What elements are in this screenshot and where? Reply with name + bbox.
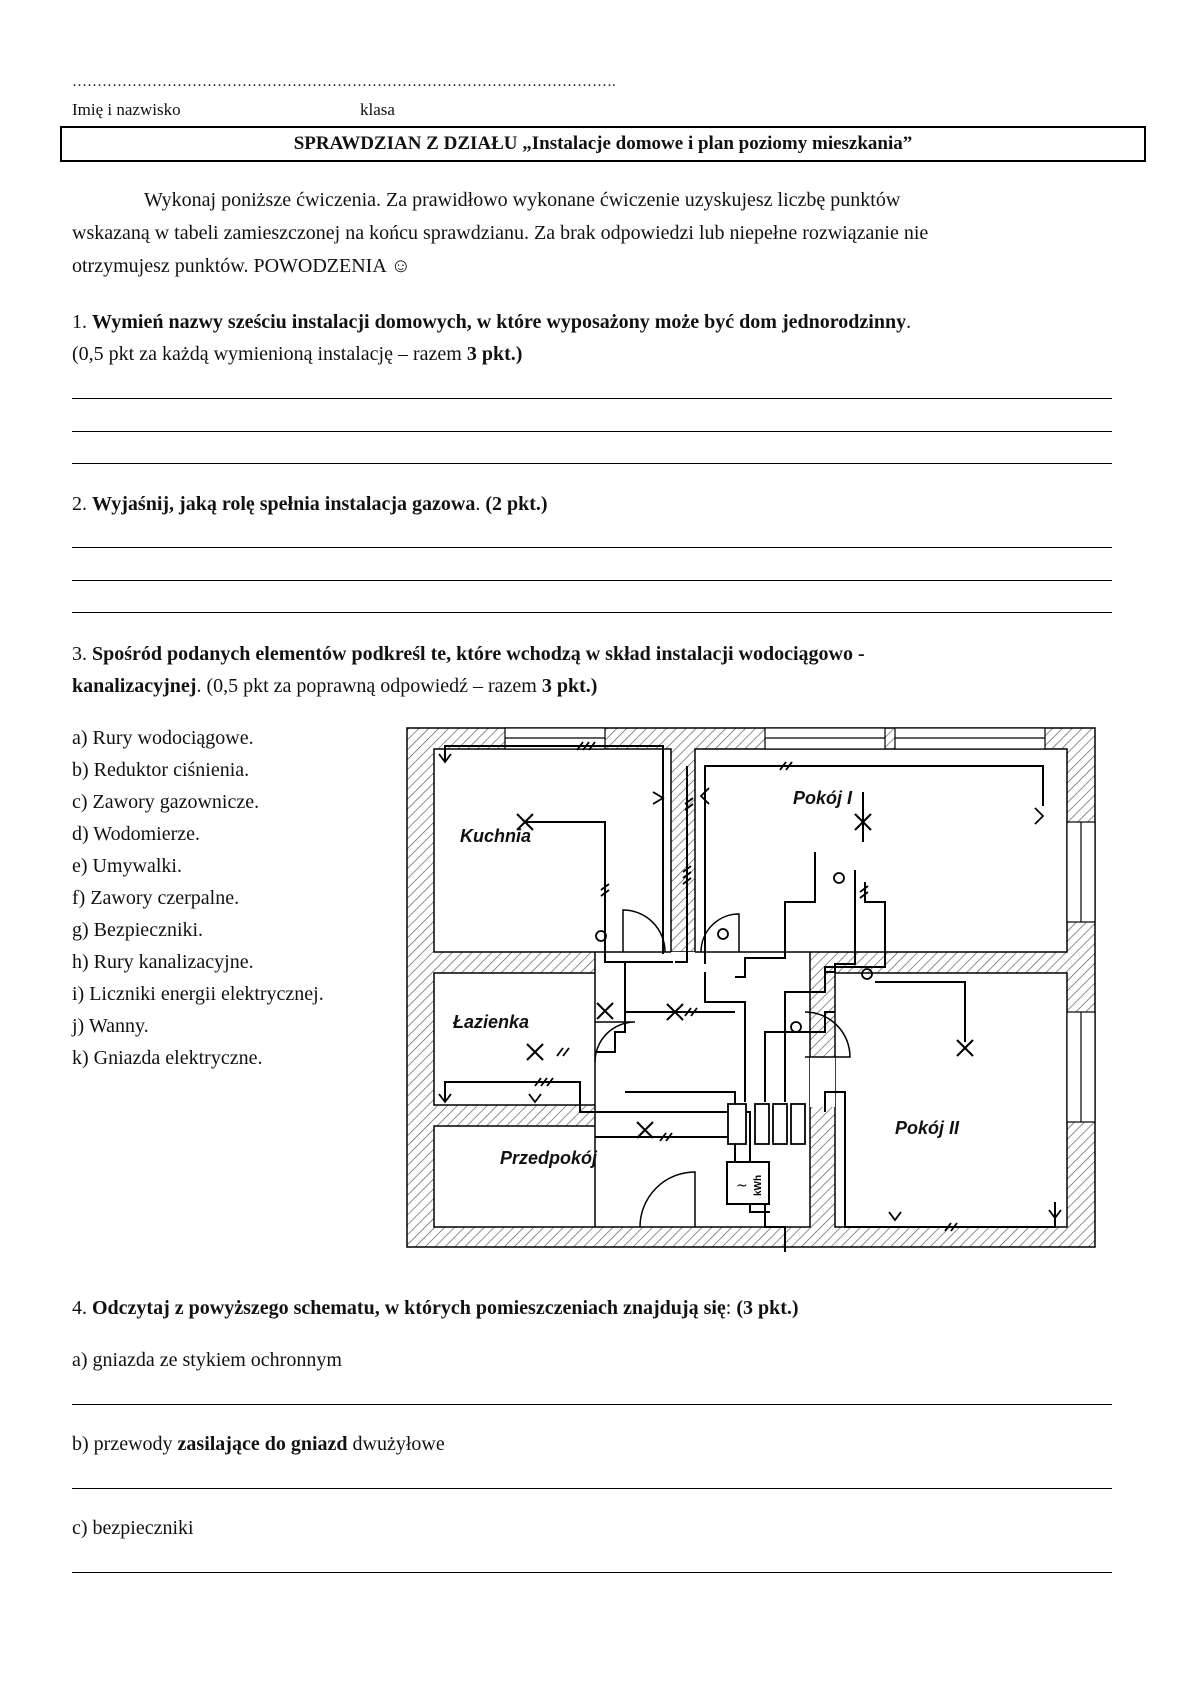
meter-label: kWh <box>753 1174 764 1196</box>
question-4 <box>72 1292 1162 1324</box>
answer-line[interactable] <box>72 612 1112 613</box>
question-3-points: 3 pkt.) <box>541 675 598 697</box>
room-label-bathroom: Łazienka <box>453 1012 530 1032</box>
room-label-room-1: Pokój I <box>793 788 853 808</box>
svg-text:~: ~ <box>736 1178 748 1194</box>
option-item[interactable]: e) Umywalki. <box>72 855 182 877</box>
question-4a: a) gniazda ze stykiem ochronnym <box>72 1349 342 1371</box>
option-item[interactable]: k) Gniazda elektryczne. <box>72 1047 263 1069</box>
question-2-text: Wyjaśnij, jaką rolę spełnia instalacja gazowa <box>92 493 476 515</box>
options-list <box>72 722 324 1074</box>
floor-plan-diagram <box>405 722 1105 1252</box>
name-label: Imię i nazwisko <box>72 100 181 119</box>
question-2-points: (2 pkt.) <box>485 493 548 515</box>
option-item[interactable]: b) Reduktor ciśnienia. <box>72 759 250 781</box>
answer-line[interactable] <box>72 398 1112 399</box>
question-4-points: (3 pkt.) <box>736 1297 799 1319</box>
fuse-box <box>728 1104 805 1144</box>
wire-ticks <box>535 742 957 1231</box>
answer-line[interactable] <box>72 1488 1112 1489</box>
answer-line[interactable] <box>72 580 1112 581</box>
class-label: klasa <box>360 100 395 119</box>
option-item[interactable]: f) Zawory czerpalne. <box>72 887 240 909</box>
room-label-kitchen: Kuchnia <box>460 826 532 846</box>
option-item[interactable]: a) Rury wodociągowe. <box>72 727 254 749</box>
question-4b-pre: b) przewody <box>72 1433 178 1455</box>
question-1-note: (0,5 pkt za każdą wymienioną instalację – razem <box>72 343 467 365</box>
question-2-end: . <box>475 493 486 515</box>
question-3-number: 3. <box>72 643 92 665</box>
room-label-room-2: Pokój II <box>895 1118 960 1138</box>
question-2 <box>72 488 1162 520</box>
option-item[interactable]: g) Bezpieczniki. <box>72 919 204 941</box>
question-2-number: 2. <box>72 493 92 515</box>
question-3-text-2: kanalizacyjnej <box>72 675 197 697</box>
question-4c: c) bezpieczniki <box>72 1517 194 1539</box>
option-item[interactable]: h) Rury kanalizacyjne. <box>72 951 254 973</box>
answer-line[interactable] <box>72 547 1112 548</box>
question-4-number: 4. <box>72 1297 92 1319</box>
answer-line[interactable] <box>72 1404 1112 1405</box>
answer-line[interactable] <box>72 463 1112 464</box>
question-4b-post: dwużyłowe <box>347 1433 445 1455</box>
question-1 <box>72 306 1162 370</box>
answer-line[interactable] <box>72 1572 1112 1573</box>
option-item[interactable]: j) Wanny. <box>72 1015 149 1037</box>
option-item[interactable]: d) Wodomierze. <box>72 823 200 845</box>
option-item[interactable]: c) Zawory gazownicze. <box>72 791 260 813</box>
instructions <box>72 184 1132 283</box>
question-4-text: Odczytaj z powyższego schematu, w których pomieszczeniach znajdują się <box>92 1297 726 1319</box>
room-label-hall: Przedpokój <box>500 1148 598 1168</box>
instructions-line-2: wskazaną w tabeli zamieszczonej na końcu sprawdzianu. Za brak odpowiedzi lub niepełne rozwiązanie nie <box>72 222 929 244</box>
test-title: SPRAWDZIAN Z DZIAŁU „Instalacje domowe i plan poziomy mieszkania” <box>60 126 1146 162</box>
name-dotted-line: ………………………………………………………………………………………………. <box>72 74 616 90</box>
option-item[interactable]: i) Liczniki energii elektrycznej. <box>72 983 324 1005</box>
instructions-line-3: otrzymujesz punktów. POWODZENIA ☺ <box>72 255 412 277</box>
answer-line[interactable] <box>72 431 1112 432</box>
question-3-text: Spośród podanych elementów podkreśl te, które wchodzą w skład instalacji wodociągowo - <box>92 643 865 665</box>
energy-meter <box>727 1162 769 1204</box>
question-1-text: Wymień nazwy sześciu instalacji domowych, w które wyposażony może być dom jednorodzinny <box>92 311 907 333</box>
question-3-note: . (0,5 pkt za poprawną odpowiedź – razem <box>196 675 542 697</box>
question-4b-bold: zasilające do gniazd <box>177 1433 348 1455</box>
question-1-points: 3 pkt.) <box>466 343 523 365</box>
question-4-colon: : <box>725 1297 737 1319</box>
question-4b <box>72 1428 1162 1460</box>
instructions-line-1: Wykonaj poniższe ćwiczenia. Za prawidłowo wykonane ćwiczenie uzyskujesz liczbę punktów <box>144 189 901 211</box>
question-1-number: 1. <box>72 311 92 333</box>
question-3 <box>72 638 1162 702</box>
question-1-end: . <box>906 311 912 333</box>
